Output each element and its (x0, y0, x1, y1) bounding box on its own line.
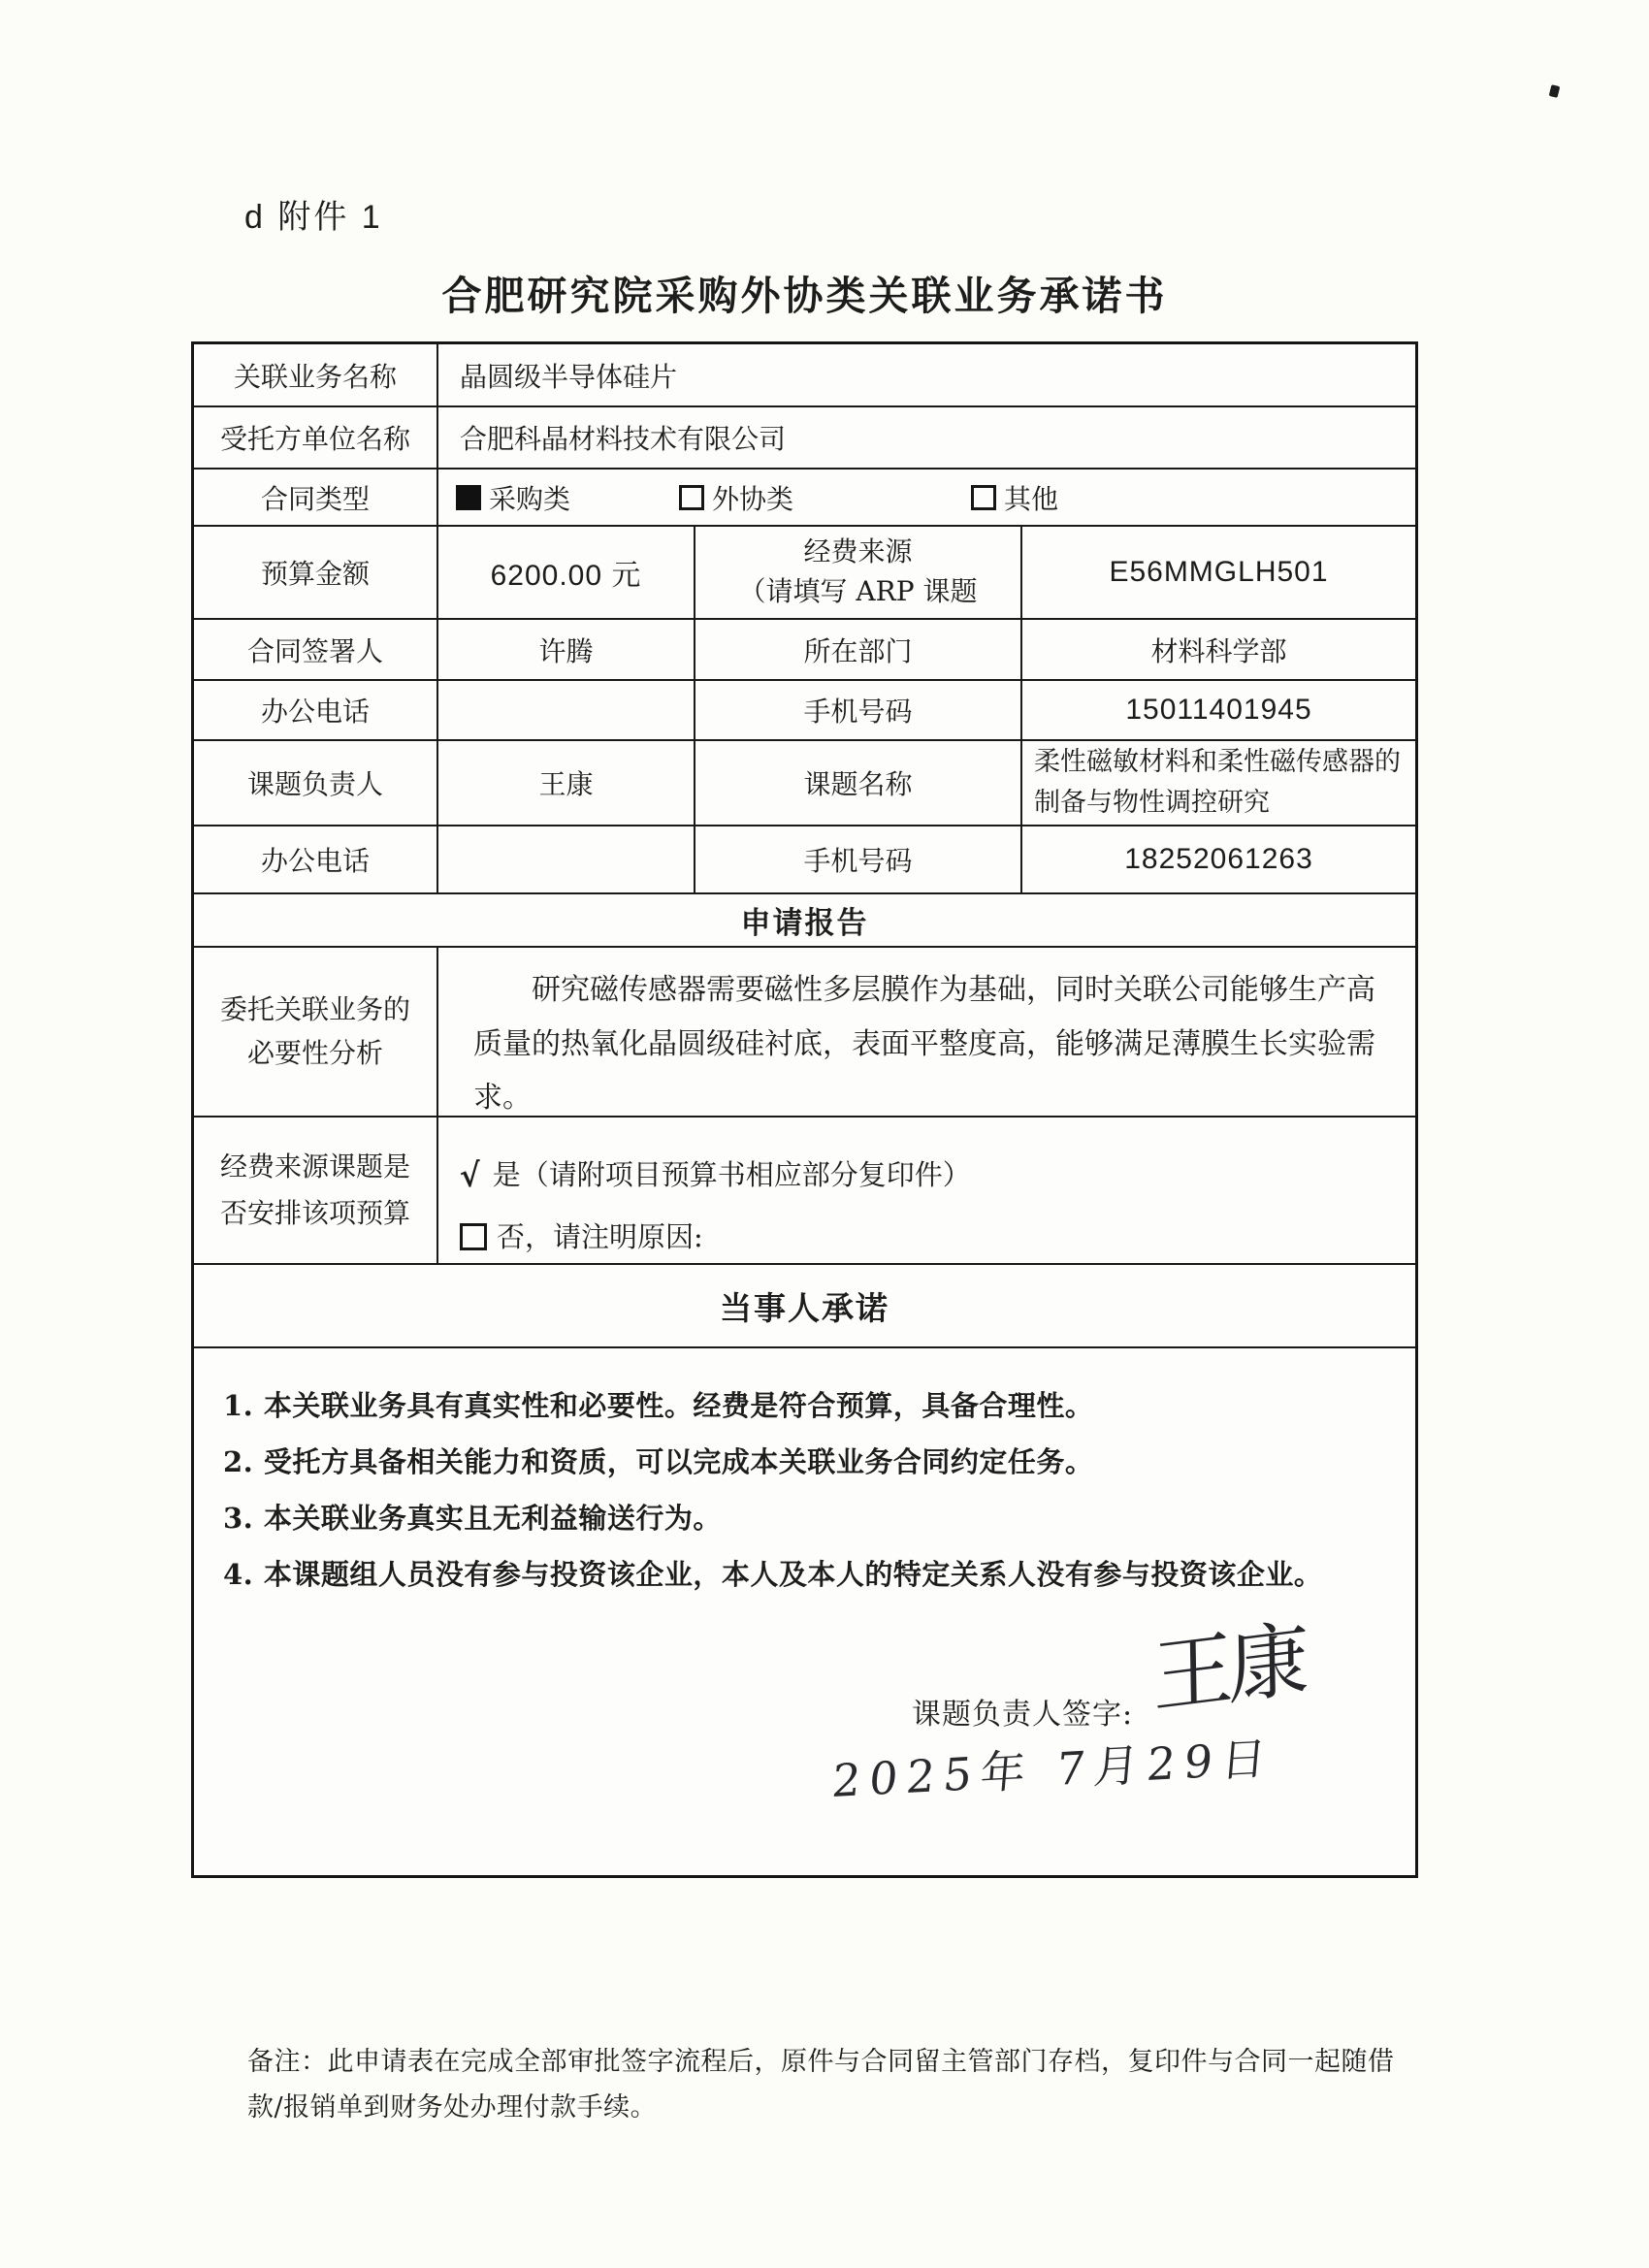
checkbox-icon (679, 485, 704, 510)
field-label-department: 所在部门 (695, 620, 1022, 679)
field-value-budget: 6200.00 元 (438, 527, 695, 618)
field-value-department: 材料科学部 (1150, 634, 1287, 667)
field-value-office-phone-1 (438, 681, 695, 739)
checkbox-label: 外协类 (712, 482, 794, 515)
checkbox-icon (456, 485, 481, 510)
row-necessity (194, 948, 1415, 1118)
footer-note: 备注：此申请表在完成全部审批签字流程后，原件与合同留主管部门存档，复印件与合同一起随借款/报销单到财务处办理付款手续。 (247, 2047, 1395, 2123)
commitment-item: 3. 本关联业务真实且无利益输送行为。 (223, 1502, 722, 1535)
contract-type-options (438, 470, 1415, 525)
funding-label-line2: （请填写 ARP 课题 (738, 575, 978, 607)
row-budget-arranged (194, 1118, 1415, 1265)
field-value-necessity (438, 948, 1415, 1116)
budget-arranged-no (460, 1209, 1415, 1266)
budget-arranged-yes-text: 是（请附项目预算书相应部分复印件） (492, 1158, 971, 1192)
field-value-project: 柔性磁敏材料和柔性磁传感器的制备与物性调控研究 (1034, 747, 1401, 818)
field-value-funding-code: E56MMGLH501 (1109, 556, 1329, 588)
commitment-item: 2. 受托方具备相关能力和资质，可以完成本关联业务合同约定任务。 (223, 1445, 1094, 1478)
row-office-phone-1 (194, 681, 1415, 741)
commitment-item: 4. 本课题组人员没有参与投资该企业，本人及本人的特定关系人没有参与投资该企业。 (223, 1558, 1323, 1591)
checkbox-icon (971, 485, 996, 510)
field-label-budget: 预算金额 (194, 527, 438, 618)
option-outsource (679, 478, 793, 517)
row-pi (194, 741, 1415, 826)
form-title: 合肥研究院采购外协类关联业务承诺书 (441, 274, 1168, 318)
row-budget (194, 527, 1415, 620)
field-value-signer: 许腾 (438, 620, 695, 679)
row-signer (194, 620, 1415, 681)
field-label-mobile-1: 手机号码 (695, 681, 1022, 739)
row-promise-section (194, 1265, 1415, 1348)
scan-speck (1549, 84, 1561, 98)
handwritten-date: 2025年 7月29日 (829, 1731, 1277, 1808)
checkbox-label: 采购类 (489, 482, 571, 515)
field-label-office-phone-1: 办公电话 (194, 681, 438, 739)
option-purchase (456, 478, 570, 517)
field-value-pi: 王康 (438, 741, 695, 825)
field-label-funding (695, 527, 1022, 618)
funding-label-line1: 经费来源 (803, 535, 913, 568)
budget-arranged-yes (460, 1143, 1415, 1209)
budget-arranged-no-text: 否，请注明原因: (497, 1219, 703, 1253)
signature-label: 课题负责人签字: (912, 1698, 1134, 1732)
field-value-office-phone-2 (438, 826, 695, 892)
option-other (971, 478, 1058, 517)
field-value-mobile-2: 18252061263 (1124, 843, 1313, 875)
checkmark-icon: √ (458, 1155, 483, 1195)
row-business-name (194, 344, 1415, 407)
checkbox-icon (460, 1223, 487, 1250)
form-table (191, 341, 1418, 1878)
field-value-trustee: 合肥科晶材料技术有限公司 (460, 423, 787, 455)
row-contract-type (194, 470, 1415, 527)
field-label-trustee: 受托方单位名称 (194, 407, 438, 468)
field-value-mobile-1: 15011401945 (1125, 694, 1312, 726)
commitment-item: 1. 本关联业务具有真实性和必要性。经费是符合预算，具备合理性。 (223, 1389, 1094, 1422)
field-label-signer: 合同签署人 (194, 620, 438, 679)
field-label-contract-type: 合同类型 (194, 470, 438, 525)
necessity-text: 研究磁传感器需要磁性多层膜作为基础，同时关联公司能够生产高质量的热氧化晶圆级硅衬底，表面平整度高，能够满足薄膜生长实验需求。 (473, 973, 1375, 1115)
field-value-business-name: 晶圆级半导体硅片 (460, 360, 678, 393)
handwritten-signature: 王康 (1151, 1611, 1305, 1726)
field-label-mobile-2: 手机号码 (695, 826, 1022, 892)
row-report-section (194, 894, 1415, 948)
field-value-budget-arranged (438, 1118, 1415, 1263)
commitments-body (194, 1348, 1415, 1875)
field-label-office-phone-2: 办公电话 (194, 826, 438, 892)
section-title-promise: 当事人承诺 (720, 1289, 889, 1326)
field-label-budget-arranged: 经费来源课题是否安排该项预算 (194, 1118, 438, 1263)
field-label-pi: 课题负责人 (194, 741, 438, 825)
row-office-phone-2 (194, 826, 1415, 894)
field-label-project: 课题名称 (695, 741, 1022, 825)
field-label-business-name: 关联业务名称 (194, 344, 438, 405)
row-commitments (194, 1348, 1415, 1875)
attachment-label: d 附件 1 (244, 199, 383, 236)
checkbox-label: 其他 (1004, 482, 1059, 515)
field-label-necessity: 委托关联业务的必要性分析 (194, 948, 438, 1116)
row-trustee (194, 407, 1415, 470)
section-title-report: 申请报告 (740, 906, 869, 940)
